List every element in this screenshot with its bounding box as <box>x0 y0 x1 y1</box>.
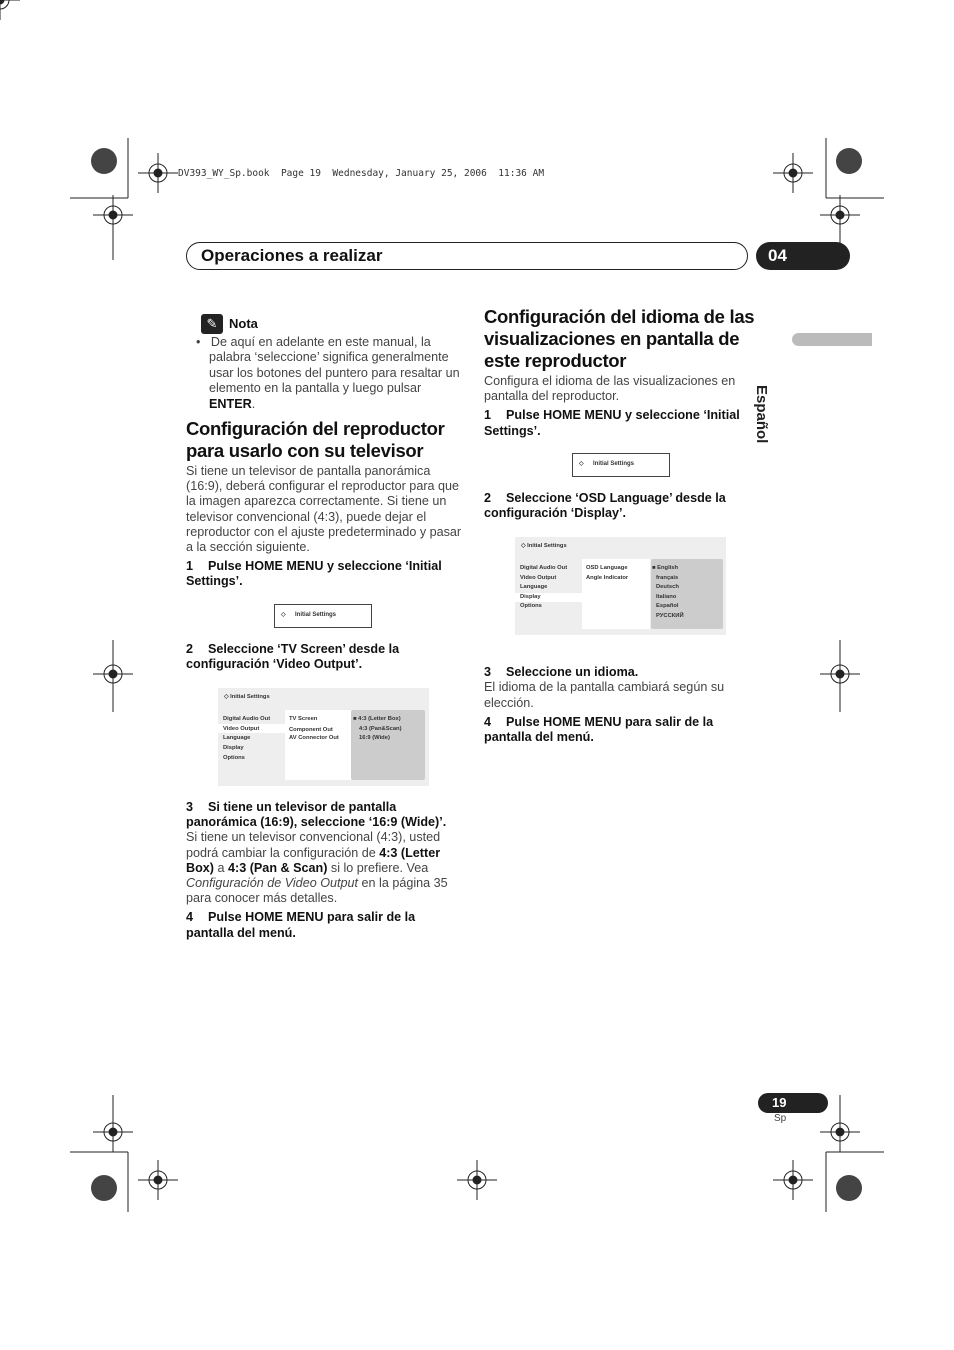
right-heading: Configuración del idioma de las visualizaciones en pantalla de este reproductor <box>484 306 755 371</box>
right-step-2: 2 Seleccione ‘OSD Language’ desde la configuración ‘Display’. <box>484 490 726 521</box>
right-step-4: 4 Pulse HOME MENU para salir de la pantalla del menú. <box>484 714 714 745</box>
right-step-1: 1 Pulse HOME MENU y seleccione ‘Initial Settings’. <box>484 408 740 438</box>
right-intro: Configura el idioma de las visualizaciones en pantalla del reproductor. <box>484 374 736 404</box>
left-heading: Configuración del reproductor para usarlo con su televisor <box>186 418 445 462</box>
right-step-3-body: El idioma de la pantalla cambiará según su elección. <box>484 680 725 710</box>
left-step-1: 1 Pulse HOME MENU y seleccione ‘Initial Settings’. <box>186 559 442 589</box>
osd-display-screen: ◇ Initial Settings Digital Audio Out Video Output Language Display Options OSD Language Angle Indicator ■ English français Deutsch Italiano Español РУССКИЙ <box>515 537 726 635</box>
left-step-2: 2 Seleccione ‘TV Screen’ desde la configuración ‘Video Output’. <box>186 641 400 671</box>
note-header <box>201 313 464 335</box>
left-intro: Si tiene un televisor de pantalla panorámica (16:9), deberá configurar el reproductor para que la imagen aparezca correctamente. Si tiene un televisor convencional (4:3), puede dejar el reproductor con el ajuste predeterminado y pasar a la sección siguiente. <box>186 464 462 555</box>
chapter-number: 04 <box>756 242 850 270</box>
right-step-3: 3 Seleccione un idioma. <box>484 665 639 680</box>
osd-initial-settings-small-2: ◇ Initial Settings <box>572 453 670 477</box>
language-label: Español <box>753 385 770 444</box>
left-column <box>186 313 464 941</box>
left-step-4: 4 Pulse HOME MENU para salir de la pantalla del menú. <box>186 910 416 940</box>
page-number: 19 <box>758 1093 828 1113</box>
section-header <box>186 242 748 270</box>
pencil-icon: ✎ <box>201 314 223 334</box>
section-title: Operaciones a realizar <box>201 246 383 265</box>
note-label: Nota <box>229 316 258 332</box>
left-step-3: 3 Si tiene un televisor de pantalla panorámica (16:9), seleccione ‘16:9 (Wide)’. <box>186 800 447 830</box>
page-language: Sp <box>774 1113 787 1124</box>
left-step-3-body: Si tiene un televisor convencional (4:3), usted podrá cambiar la configuración de 4:3 (Letter Box) a 4:3 (Pan & Scan) si lo prefiere. Vea Configuración de Video Output en la página 35 para conocer más detalles. <box>186 830 448 906</box>
osd-video-output-screen: ◇ Initial Settings Digital Audio Out Video Output Language Display Options TV Screen Component Out AV Connector Out ■ 4:3 (Letter Box) 4:3 (Pan&Scan) 16:9 (Wide) <box>218 688 429 786</box>
right-column <box>484 306 762 745</box>
language-tab <box>792 333 872 346</box>
osd-initial-settings-small: ◇ Initial Settings <box>274 604 372 628</box>
file-info: DV393_WY_Sp.book Page 19 Wednesday, January 25, 2006 11:36 AM <box>178 168 545 179</box>
note-text: • De aquí en adelante en este manual, la palabra ‘seleccione’ significa generalmente usar los botones del puntero para resaltar un elemento en la pantalla y luego pulsar ENTER. <box>196 335 460 411</box>
